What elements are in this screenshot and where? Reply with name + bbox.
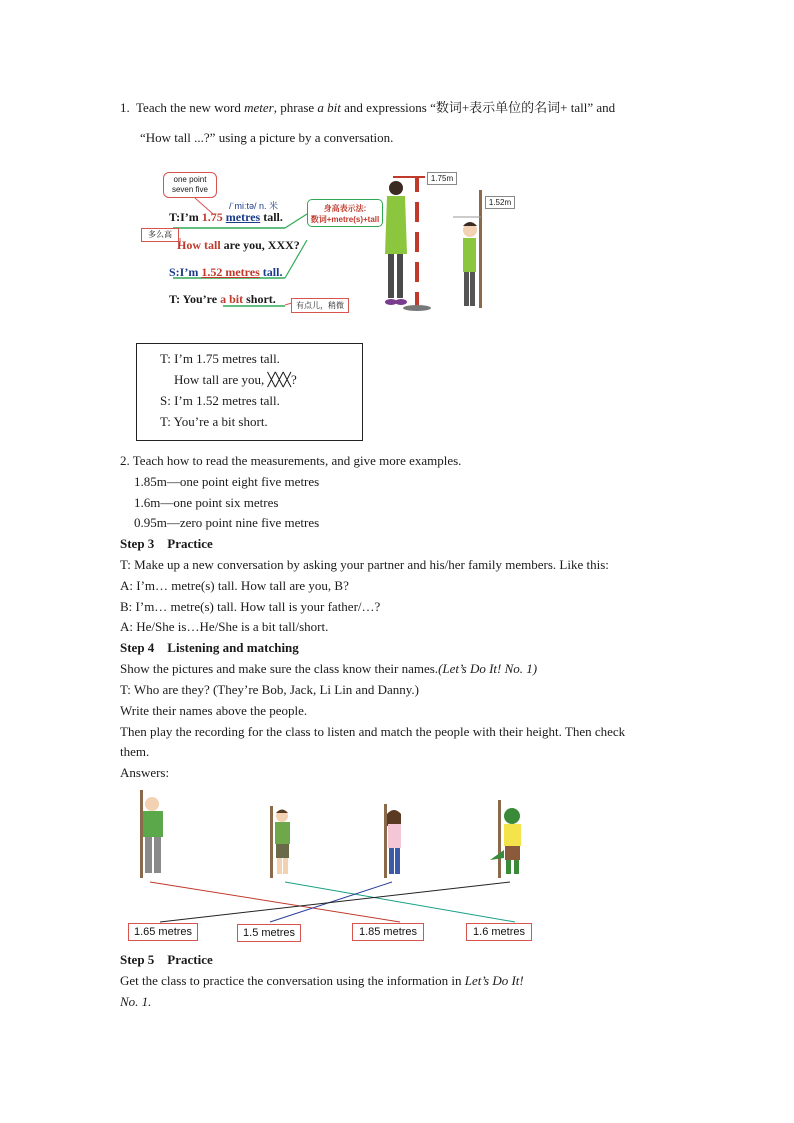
dialogue-line: T: I’m 1.75 metres tall. [160,351,280,366]
step5-line: Get the class to practice the conversation using the information in Let’s Do It! [120,973,524,988]
conversation-illustration [135,162,545,322]
green-rule-box: 身高表示法: 数词+metre(s)+tall [307,199,383,227]
height-tag-152: 1.52m [485,196,515,209]
height-label: 1.65 metres [128,923,198,941]
step4-line: them. [120,744,150,759]
height-label: 1.5 metres [237,924,301,942]
step5-heading: Step 5 Practice [120,952,213,967]
matching-svg [120,786,550,946]
bubble-one-point: one point seven five [163,172,217,198]
answers-label: Answers: [120,765,170,780]
illus-line-t1: T:I’m 1.75 metres tall. [169,210,283,224]
dialogue-line: How tall are you, ╳╳╳? [174,372,297,387]
step3-line: T: Make up a new conversation by asking your partner and his/her family members. Like this: [120,557,609,572]
section1-line1: 1. Teach the new word meter, phrase a bit and expressions “数词+表示单位的名词+ tall” and [120,100,616,115]
bubble-how-tall: 多么高 [141,228,179,242]
illus-line-s: S:I’m 1.52 metres tall. [169,265,283,279]
dialogue-line: S: I’m 1.52 metres tall. [160,393,280,408]
height-label: 1.6 metres [466,923,532,941]
illus-line-t2: T: You’re a bit short. [169,292,276,306]
person-2 [270,806,290,878]
person-3 [384,804,401,878]
example-line: 1.6m—one point six metres [134,495,279,510]
step4-line: Show the pictures and make sure the class know their names.(Let’s Do It! No. 1) [120,661,538,676]
step3-line: B: I’m… metre(s) tall. How tall is your father/…? [120,599,381,614]
person-4 [490,800,521,878]
step4-line: Write their names above the people. [120,703,308,718]
step5-line: No. 1. [120,994,152,1009]
phonetic-note: /ˈmiːtə/ n. 米 [229,201,279,211]
example-line: 0.95m—zero point nine five metres [134,515,320,530]
step3-line: A: I’m… metre(s) tall. How tall are you, B? [120,578,349,593]
example-line: 1.85m—one point eight five metres [134,474,320,489]
matching-figure [120,786,550,946]
section2-title: 2. Teach how to read the measurements, and give more examples. [120,453,462,468]
bubble-a-bit: 有点儿，稍微 [291,298,349,313]
height-label: 1.85 metres [352,923,424,941]
dialogue-box [136,343,363,441]
step3-line: A: He/She is…He/She is a bit tall/short. [120,619,329,634]
step4-heading: Step 4 Listening and matching [120,640,299,655]
person-1 [140,790,163,878]
step3-heading: Step 3 Practice [120,536,213,551]
height-tag-175: 1.75m [427,172,457,185]
dialogue-line: T: You’re a bit short. [160,414,268,429]
illus-line-how: How tall are you, XXX? [177,238,300,252]
section1-line2: “How tall ...?” using a picture by a conversation. [140,130,394,145]
step4-line: Then play the recording for the class to listen and match the people with their height. Then check [120,724,626,739]
step4-line: T: Who are they? (They’re Bob, Jack, Li Lin and Danny.) [120,682,419,697]
